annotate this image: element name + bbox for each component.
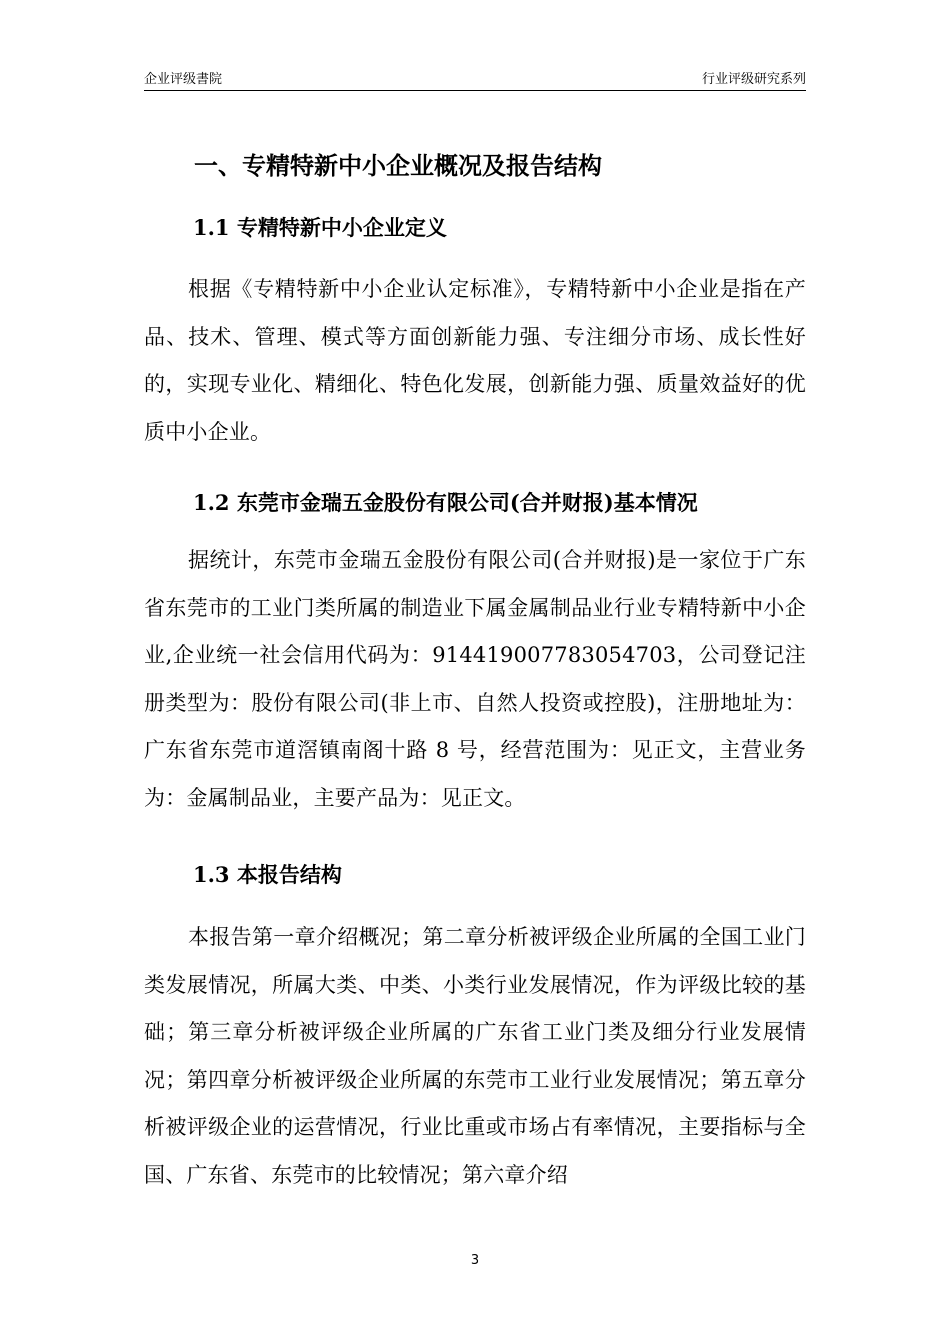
header-left-title: 企业评级書院	[144, 72, 223, 87]
subsection-heading-1-2: 1.2 东莞市金瑞五金股份有限公司(合并财报)基本情况	[193, 490, 698, 515]
subsection-heading-1-1: 1.1 专精特新中小企业定义	[193, 215, 447, 240]
page-header	[144, 68, 806, 91]
paragraph-report-structure: 本报告第一章介绍概况；第二章分析被评级企业所属的全国工业门类发展情况，所属大类、中类、小类行业发展情况，作为评级比较的基础；第三章分析被评级企业所属的广东省工业门类及细分行业发展情况；第四章分析被评级企业所属的东莞市工业行业发展情况；第五章分析被评级企业的运营情况，行业比重或市场占有率情况，主要指标与全国、广东省、东莞市的比较情况；第六章介绍	[144, 925, 806, 1187]
header-right-title: 行业评级研究系列	[701, 72, 806, 87]
page-number: 3	[470, 1253, 480, 1268]
paragraph-company-basic-info: 据统计，东莞市金瑞五金股份有限公司(合并财报)是一家位于广东省东莞市的工业门类所属的制造业下属金属制品业行业专精特新中小企业,企业统一社会信用代码为：914419007783054703，公司登记注册类型为：股份有限公司(非上市、自然人投资或控股)，注册地址为：广东省东莞市道滘镇南阁十路 8 号，经营范围为：见正文，主营业务为：金属制品业，主要产品为：见正文。	[144, 548, 806, 810]
subsection-heading-1-3: 1.3 本报告结构	[193, 862, 342, 887]
section-title: 一、专精特新中小企业概况及报告结构	[194, 151, 602, 180]
paragraph-definition: 根据《专精特新中小企业认定标准》，专精特新中小企业是指在产品、技术、管理、模式等方面创新能力强、专注细分市场、成长性好的，实现专业化、精细化、特色化发展，创新能力强、质量效益好的优质中小企业。	[144, 277, 806, 444]
